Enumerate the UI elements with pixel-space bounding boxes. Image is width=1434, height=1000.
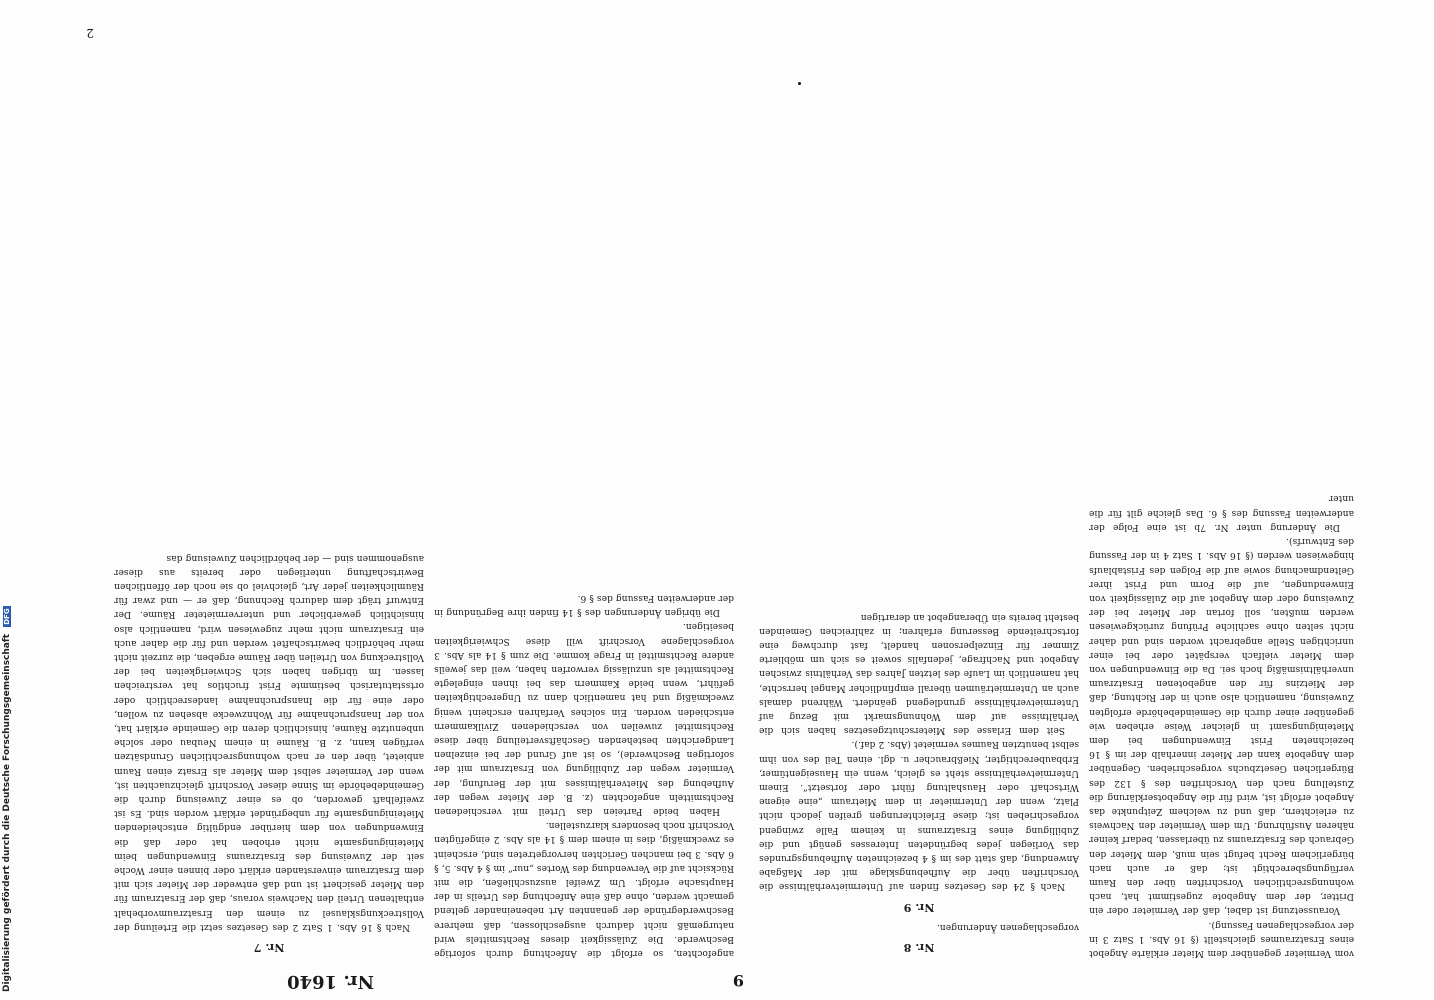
column-left-top [1089, 491, 1354, 960]
column-right-bottom [114, 550, 424, 960]
paragraph: vom Vermieter gegenüber dem Mieter erklärte Angebot eines Ersatzraumes gleichstellt (§ 16 Abs. 1 Satz 3 in der vorgeschlagenen Fassung). [1089, 919, 1354, 958]
paragraph: Seit dem Erlasse des Mieterschutzgesetzes haben sich die Verhältnisse auf dem Wohnungsmarkt mit Bezug auf Untermietverhältnisse grundlegend geändert. Während damals auch an Untermieträumen überall empfindlicher Mangel herrschte, hat namentlich im Laufe des letzten Jahres das Verhältnis zwischen Angebot und Nachfrage, jedenfalls soweit es sich um möblierte Zimmer für Einzelpersonen handelt, fast durchweg eine fortschreitende Besserung erfahren; in zahlreichen Gemeinden besteht bereits ein Überangebot an derartigen [759, 611, 1079, 736]
section-heading: Nr. 7 [253, 941, 285, 954]
paragraph: Haben beide Parteien das Urteil mit verschiedenen Rechtsmitteln angefochten (z. B. der Mieter wegen der Aufhebung des Mietverhältnisses mit der Berufung, der Vermieter wegen der Zubilligung von Ersatzraum mit der sofortigen Beschwerde), so ist auf Grund der bei einzelnen Landgerichten bestehenden Geschäftsverteilung über diese Rechtsmittel zuweilen von verschiedenen Zivilkammern entschieden worden. Ein solches Verfahren erscheint wenig zweckmäßig und hat namentlich dann zu Ungerechtigkeiten geführt, wenn beide Kammern das bei ihnen eingelegte Rechtsmittel als unzulässig verworfen haben, weil das jeweils andere Rechtsmittel in Frage komme. Die zum § 14 als Abs. 3 vorgeschlagene Vorschrift will diese Schwierigkeiten beseitigen. [434, 621, 734, 816]
column-right-top [434, 591, 734, 960]
signature-mark: 2 [86, 26, 94, 40]
paragraph: Die Änderung unter Nr. 7b ist eine Folge der anderweiten Fassung des § 6. Das gleiche gilt für die unter [1089, 493, 1354, 532]
section-heading: Nr. 9 [903, 900, 935, 914]
paragraph: Voraussetzung ist dabei, daß der Vermieter oder ein Dritter, der dem Angebote zugestimmt hat, nach wohnungsrechtlichen Vorschriften über den Raum verfügungsberechtigt ist; daß er auch nach bürgerlichem Recht befugt sein muß, dem Mieter den Gebrauch des Ersatzraums zu überlassen, bedarf keiner näheren Ausführung. Um dem Vermieter den Nachweis zu erleichtern, daß und zu welchem Zeitpunkte das Angebot erfolgt ist, wird für die Angebotserklärung die Zustellung nach den Vorschriften des § 132 des Bürgerlichen Gesetzbuchs vorgeschrieben. Gegenüber dem Angebote kann der Mieter innerhalb der im § 16 bezeichneten Frist Einwendungen bei dem Mieteinigungsamt in gleicher Weise erheben wie gegenüber einer durch die Gemeindebehörde erfolgten Zuweisung, namentlich also auch in der Richtung, daß der Mietzins für den angebotenen Ersatzraum unverhältnismäßig hoch sei. Da die Einwendungen von dem Mieter vielfach verspätet oder bei einer unrichtigen Stelle angebracht worden sind und daher nicht selten ohne sachliche Prüfung zurückgewiesen werden mußten, soll fortan der Mieter bei der Zuweisung oder dem Angebot auf die Zulässigkeit von Einwendungen, auf die Form und Frist ihrer Geltendmachung sowie auf die Folgen des Fristablaufs hingewiesen werden (§ 16 Abs. 1 Satz 4 in der Fassung des Entwurfs). [1089, 536, 1354, 916]
credit-text: Digitalisierung gefördert durch die Deutsche Forschungsgemeinschaft [2, 633, 12, 992]
dfg-logo: DFG [3, 608, 11, 625]
paragraph: Die übrigen Änderungen des § 14 finden ihre Begründung in der anderweiten Fassung des § 6. [434, 592, 734, 618]
column-left-bottom [759, 609, 1079, 960]
document-number: Nr. 1640 [287, 971, 374, 992]
digitization-credit [2, 0, 16, 992]
page-number: 9 [732, 971, 744, 990]
paragraph: Nach § 16 Abs. 1 Satz 2 des Gesetzes setzt die Erteilung der Vollstreckungsklausel zu einem den Ersatzraumvorbehalt enthaltenen Urteil den Nachweis voraus, daß der Ersatzraum für den Mieter gesichert ist und daß entweder der Mieter sich mit dem Ersatzraum einverstanden erklärt oder binnen einer Woche seit der Zuweisung des Ersatzraums Einwendungen beim Mieteinigungsamte nicht erhoben hat oder daß die Einwendungen von dem hierüber endgültig entscheidenden Mieteinigungsamte für unbegründet erklärt worden sind. Es ist zweifelhaft geworden, ob es einer Zuweisung durch die Gemeindebehörde im Sinne dieser Vorschrift gleichzuachten ist, wenn der Vermieter selbst dem Mieter als Ersatz einen Raum anbietet, über den er nach wohnungsrechtlichen Grundsätzen verfügen kann, z. B. Räume in einem Neubau oder solche unbenutzte Räume, hinsichtlich deren die Gemeinde erklärt hat, von der Inanspruchnahme für Wohnzwecke absehen zu wollen, oder eine für die Inanspruchnahme landesrechtlich oder ortsstatutarisch bestimmte Frist fruchtlos hat verstreichen lassen. Im übrigen haben sich Schwierigkeiten bei der Vollstreckung von Urteilen über Räume ergeben, die zurzeit nicht mehr behördlich bewirtschaftet werden und für die daher auch ein Ersatzraum nicht mehr zugewiesen wird, namentlich also hinsichtlich gewerblicher und untervermieteter Räume. Der Entwurf trägt dem dadurch Rechnung, daß er — und zwar für Räumlichkeiten jeder Art, gleichviel ob sie noch der öffentlichen Bewirtschaftung unterliegen oder bereits aus dieser ausgenommen sind — der behördlichen Zuweisung das [114, 552, 424, 932]
paragraph: angefochten, so erfolgt die Anfechtung durch sofortige Beschwerde. Die Zulässigkeit dieses Rechtsmittels wird naturgemäß nicht dadurch ausgeschlossen, daß mehrere Beschwerdegründe der genannten Art nebeneinander geltend gemacht werden, ohne daß eine Anfechtung des Urteils in der Hauptsache erfolgt. Um Zweifel auszuschließen, die mit Rücksicht auf die Verwendung des Wortes „nur“ im § 4 Abs. 5, § 6 Abs. 3 bei manchen Gerichten hervorgetreten sind, erscheint es zweckmäßig, dies in einem dem § 14 als Abs. 2 eingefügten Vorschrift noch besonders klarzustellen. [434, 820, 734, 958]
section-heading: Nr. 8 [903, 941, 935, 954]
paragraph: Nach § 24 des Gesetzes finden auf Untermietverhältnisse die Vorschriften über die Aufhebungsklage mit der Maßgabe Anwendung, daß statt des im § 4 bezeichneten Aufhebungsgrundes das Vorliegen jedes begründeten Interesses genügt und die Zubilligung eines Ersatzraums in keinem Falle zwingend vorgeschrieben ist; diese Erleichterungen greifen jedoch nicht Platz, wenn der Untermieter in dem Mietraum „eine eigene Wirtschaft oder Haushaltung führt oder fortsetzt“. Einem Untermietverhältnisse steht es gleich, wenn ein Hauseigentümer, Erbbauberechtigter, Nießbraucher u. dgl. einen Teil des von ihm selbst benutzten Raumes vermietet (Abs. 2 daf.). [759, 739, 1079, 892]
speck [798, 82, 801, 85]
paragraph: vorgeschlagenen Änderungen. [936, 921, 1079, 932]
